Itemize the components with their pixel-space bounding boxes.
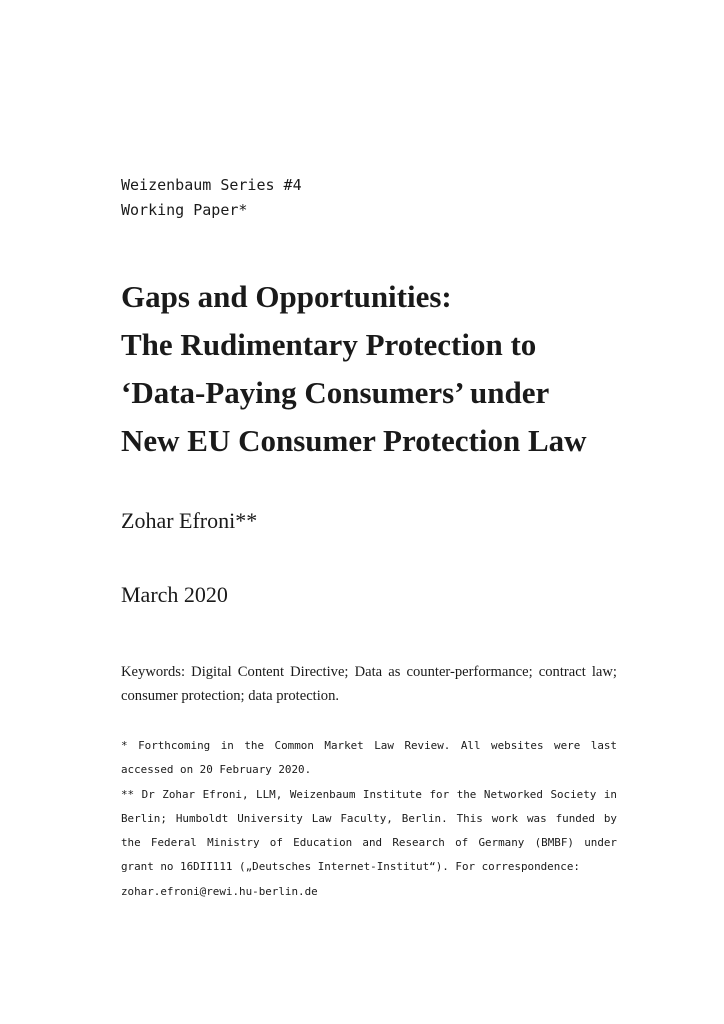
title-line-2: The Rudimentary Protection to <box>121 327 537 362</box>
title-line-1: Gaps and Opportunities: <box>121 279 452 314</box>
footnotes <box>121 734 617 904</box>
title-line-3: ‘Data-Paying Consumers’ under <box>121 375 550 410</box>
author-name: Zohar Efroni** <box>121 508 258 533</box>
paper-type: Working Paper* <box>121 201 248 219</box>
footnote-author-affiliation: ** Dr Zohar Efroni, LLM, Weizenbaum Institute for the Networked Society in Berlin; Humboldt University Law Faculty, Berlin. This work was funded by the Federal Ministry of Education and Research of Germany (BMBF) under grant no 16DII111 („Deutsches Internet-Institut“). For correspondence: <box>121 787 617 874</box>
series-label <box>121 173 302 223</box>
correspondence-email[interactable]: zohar.efroni@rewi.hu-berlin.de <box>121 884 318 898</box>
series-number: Weizenbaum Series #4 <box>121 176 302 194</box>
paper-title <box>121 273 681 465</box>
footnote-forthcoming: * Forthcoming in the Common Market Law Review. All websites were last accessed on 20 February 2020. <box>121 739 617 777</box>
keywords: Keywords: Digital Content Directive; Data as counter-performance; contract law; consumer protection; data protection. <box>121 664 617 704</box>
publication-date: March 2020 <box>121 582 228 607</box>
title-line-4: New EU Consumer Protection Law <box>121 423 587 458</box>
